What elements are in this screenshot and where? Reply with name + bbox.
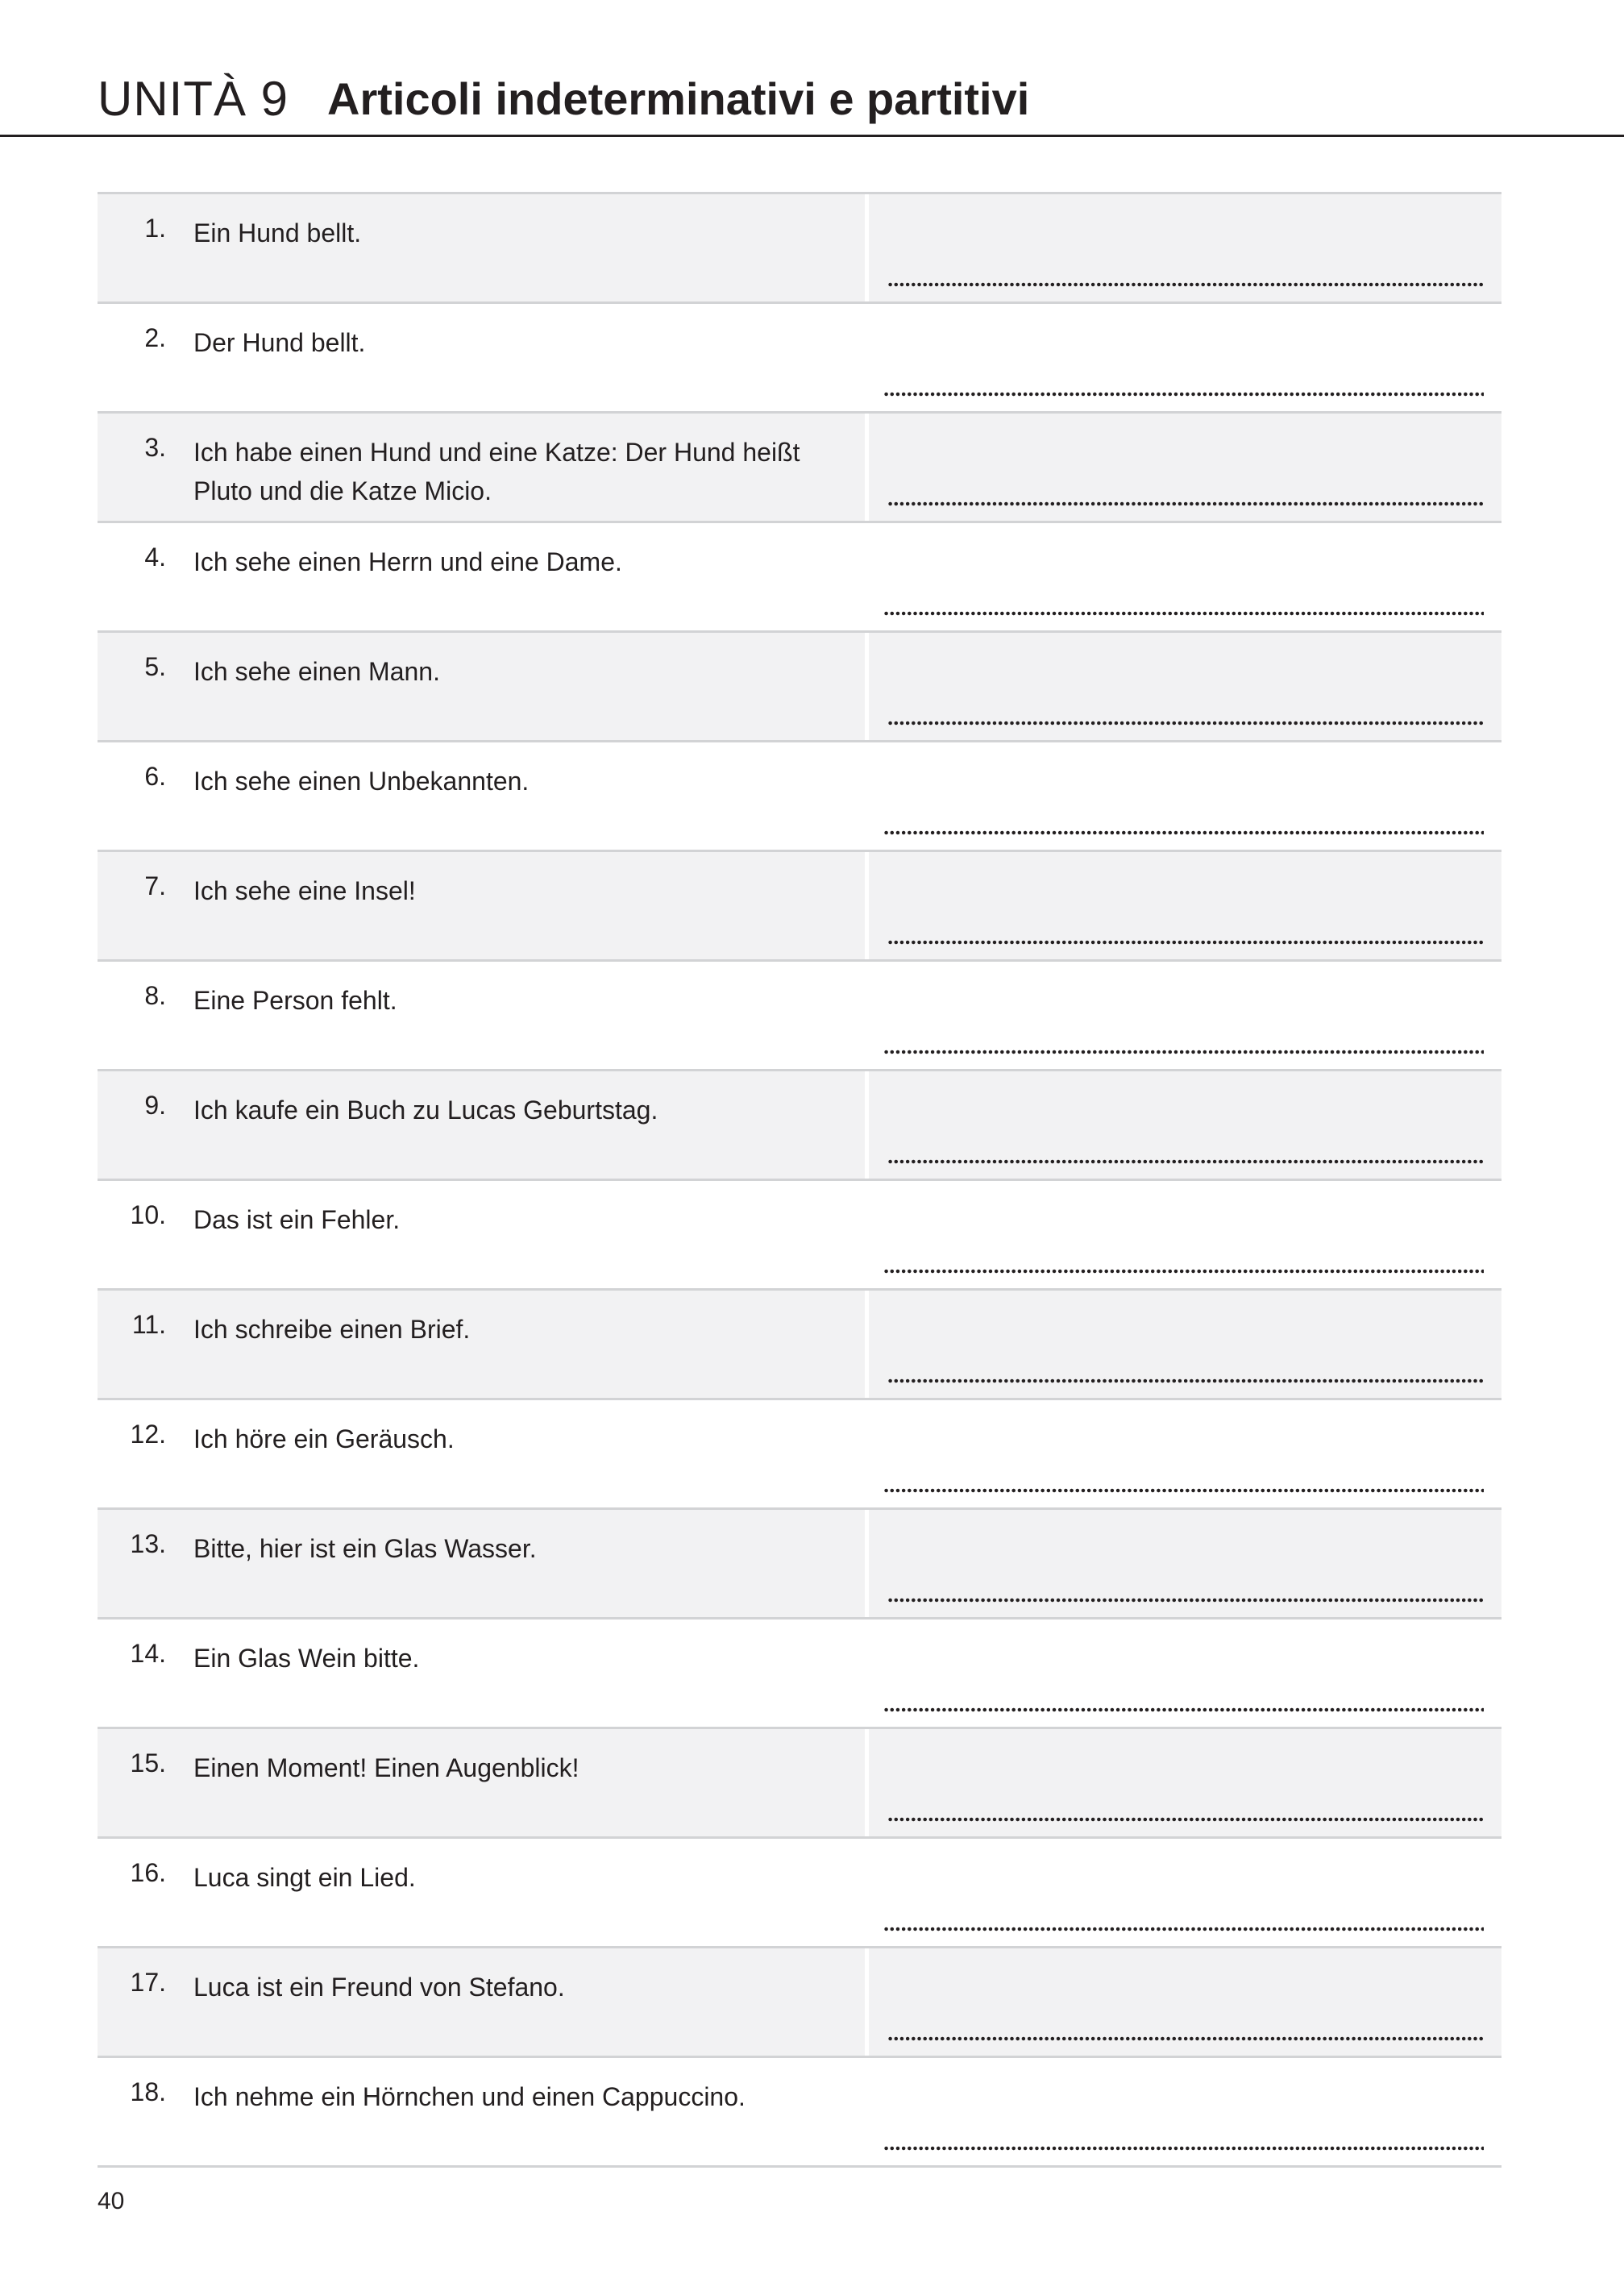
item-number: 12. bbox=[130, 1420, 166, 1449]
exercise-row bbox=[98, 2058, 1501, 2168]
header-rule bbox=[0, 135, 1624, 137]
exercise-row bbox=[98, 1620, 1501, 1729]
dotted-answer-line bbox=[883, 611, 1484, 616]
exercise-row bbox=[98, 1291, 1501, 1400]
item-sentence: Ich kaufe ein Buch zu Lucas Geburtstag. bbox=[193, 1096, 658, 1125]
item-sentence: Luca ist ein Freund von Stefano. bbox=[193, 1973, 565, 2002]
item-number: 7. bbox=[144, 871, 166, 900]
item-sentence: Ich sehe einen Herrn und eine Dame. bbox=[193, 547, 622, 576]
exercise-row bbox=[98, 1729, 1501, 1839]
item-sentence: Der Hund bellt. bbox=[193, 328, 366, 357]
item-number: 10. bbox=[130, 1200, 166, 1229]
exercise-row bbox=[98, 852, 1501, 962]
answer-field[interactable] bbox=[865, 1181, 1501, 1288]
dotted-answer-line bbox=[883, 1707, 1484, 1712]
dotted-answer-line bbox=[883, 2146, 1484, 2151]
exercise-row bbox=[98, 1510, 1501, 1620]
answer-field[interactable] bbox=[865, 194, 1501, 301]
answer-field[interactable] bbox=[865, 1071, 1501, 1179]
dotted-answer-line bbox=[887, 940, 1484, 945]
item-sentence: Bitte, hier ist ein Glas Wasser. bbox=[193, 1534, 537, 1563]
item-number: 17. bbox=[130, 1968, 166, 1997]
exercise-table bbox=[98, 192, 1501, 2168]
exercise-row bbox=[98, 304, 1501, 414]
answer-field[interactable] bbox=[865, 1291, 1501, 1398]
answer-field[interactable] bbox=[865, 1620, 1501, 1727]
item-sentence: Luca singt ein Lied. bbox=[193, 1863, 416, 1892]
item-sentence: Ich habe einen Hund und eine Katze: Der Hund heißt Pluto und die Katze Micio. bbox=[193, 438, 800, 505]
dotted-answer-line bbox=[887, 2036, 1484, 2041]
dotted-answer-line bbox=[883, 1927, 1484, 1931]
item-number: 4. bbox=[144, 543, 166, 572]
exercise-row bbox=[98, 742, 1501, 852]
answer-field[interactable] bbox=[865, 962, 1501, 1069]
dotted-answer-line bbox=[883, 1050, 1484, 1054]
item-sentence: Eine Person fehlt. bbox=[193, 986, 397, 1015]
item-number: 6. bbox=[144, 762, 166, 791]
answer-field[interactable] bbox=[865, 852, 1501, 959]
exercise-row bbox=[98, 1071, 1501, 1181]
answer-field[interactable] bbox=[865, 633, 1501, 740]
dotted-answer-line bbox=[887, 1378, 1484, 1383]
exercise-row bbox=[98, 1400, 1501, 1510]
item-number: 16. bbox=[130, 1858, 166, 1887]
item-sentence: Ich schreibe einen Brief. bbox=[193, 1315, 471, 1344]
exercise-row bbox=[98, 1948, 1501, 2058]
item-number: 2. bbox=[144, 323, 166, 352]
answer-field[interactable] bbox=[865, 1839, 1501, 1946]
item-number: 3. bbox=[144, 433, 166, 462]
dotted-answer-line bbox=[887, 1159, 1484, 1164]
item-number: 11. bbox=[131, 1310, 166, 1339]
dotted-answer-line bbox=[887, 1598, 1484, 1603]
unit-title: Articoli indeterminativi e partitivi bbox=[327, 73, 1030, 124]
item-number: 14. bbox=[130, 1639, 166, 1668]
exercise-row bbox=[98, 633, 1501, 742]
answer-field[interactable] bbox=[865, 1948, 1501, 2056]
item-sentence: Ein Glas Wein bitte. bbox=[193, 1644, 420, 1673]
item-number: 13. bbox=[130, 1529, 166, 1558]
dotted-answer-line bbox=[887, 1817, 1484, 1822]
unit-label: UNITÀ 9 bbox=[98, 72, 289, 126]
item-sentence: Ein Hund bellt. bbox=[193, 218, 362, 247]
dotted-answer-line bbox=[883, 830, 1484, 835]
item-number: 1. bbox=[144, 214, 166, 243]
answer-field[interactable] bbox=[865, 414, 1501, 521]
answer-field[interactable] bbox=[865, 2058, 1501, 2165]
exercise-row bbox=[98, 414, 1501, 523]
item-number: 15. bbox=[130, 1748, 166, 1778]
answer-field[interactable] bbox=[865, 1400, 1501, 1507]
item-number: 8. bbox=[144, 981, 166, 1010]
dotted-answer-line bbox=[883, 1488, 1484, 1493]
item-sentence: Ich sehe einen Mann. bbox=[193, 657, 440, 686]
exercise-row bbox=[98, 194, 1501, 304]
exercise-row bbox=[98, 1181, 1501, 1291]
item-sentence: Einen Moment! Einen Augenblick! bbox=[193, 1753, 579, 1782]
answer-field[interactable] bbox=[865, 742, 1501, 850]
item-number: 18. bbox=[130, 2077, 166, 2106]
item-sentence: Das ist ein Fehler. bbox=[193, 1205, 401, 1234]
answer-field[interactable] bbox=[865, 1729, 1501, 1836]
item-number: 9. bbox=[144, 1091, 166, 1120]
item-sentence: Ich sehe einen Unbekannten. bbox=[193, 767, 530, 796]
dotted-answer-line bbox=[887, 721, 1484, 726]
item-sentence: Ich sehe eine Insel! bbox=[193, 876, 416, 905]
dotted-answer-line bbox=[887, 282, 1484, 287]
item-number: 5. bbox=[144, 652, 166, 681]
dotted-answer-line bbox=[883, 1269, 1484, 1274]
page-number: 40 bbox=[98, 2188, 125, 2214]
exercise-row bbox=[98, 523, 1501, 633]
exercise-row bbox=[98, 962, 1501, 1071]
dotted-answer-line bbox=[887, 501, 1484, 506]
answer-field[interactable] bbox=[865, 304, 1501, 411]
dotted-answer-line bbox=[883, 392, 1484, 397]
answer-field[interactable] bbox=[865, 523, 1501, 630]
item-sentence: Ich nehme ein Hörnchen und einen Cappuccino. bbox=[193, 2082, 746, 2111]
exercise-row bbox=[98, 1839, 1501, 1948]
item-sentence: Ich höre ein Geräusch. bbox=[193, 1424, 455, 1453]
page-header bbox=[0, 0, 1624, 139]
answer-field[interactable] bbox=[865, 1510, 1501, 1617]
